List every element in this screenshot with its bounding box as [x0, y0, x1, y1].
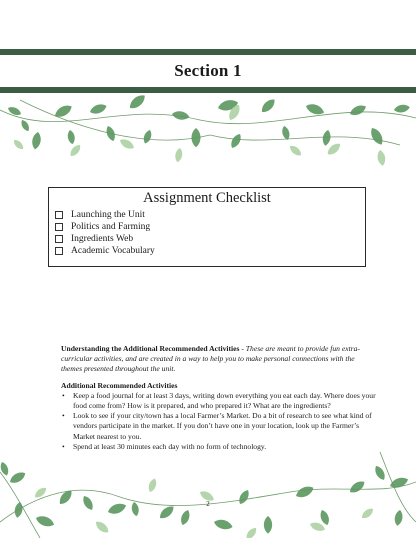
- bottom-leaf-garland: [0, 452, 416, 538]
- assignment-checklist: [48, 187, 366, 267]
- activities-subheading: Additional Recommended Activities: [61, 380, 178, 390]
- section-title: Section 1: [174, 61, 242, 80]
- section-header: [0, 55, 416, 87]
- intro-paragraph: Understanding the Additional Recommended Activities - These are meant to provide fun extra-curricular activities, and are created in a way to help you to make personal connections with the themes presented throughout the unit.: [61, 344, 360, 374]
- checklist-item[interactable]: Politics and Farming: [55, 221, 365, 233]
- checkbox-icon[interactable]: [55, 235, 63, 243]
- checkbox-icon[interactable]: [55, 211, 63, 219]
- list-item: • Keep a food journal for at least 3 days, writing down everything you eat each day. Where does your food come from? How is it prepared, and who prepared it? What are the ingredients?: [61, 391, 376, 411]
- checklist-item[interactable]: Launching the Unit: [55, 209, 365, 221]
- checklist-heading: Assignment Checklist: [143, 190, 271, 206]
- activities-list: [61, 391, 376, 452]
- page-number: 2: [206, 500, 210, 508]
- list-item: • Spend at least 30 minutes each day with no form of technology.: [61, 442, 376, 452]
- checkbox-icon[interactable]: [55, 247, 63, 255]
- checklist-item[interactable]: Academic Vocabulary: [55, 245, 365, 257]
- top-leaf-garland: [0, 90, 416, 170]
- activities-section: [61, 344, 376, 452]
- list-item: • Look to see if your city/town has a local Farmer’s Market. Do a bit of research to see what kind of vendors participate in the market. If you don’t have one in your location, look up the Farmer’s Market nearest to you.: [61, 411, 376, 442]
- checklist-item[interactable]: Ingredients Web: [55, 233, 365, 245]
- checkbox-icon[interactable]: [55, 223, 63, 231]
